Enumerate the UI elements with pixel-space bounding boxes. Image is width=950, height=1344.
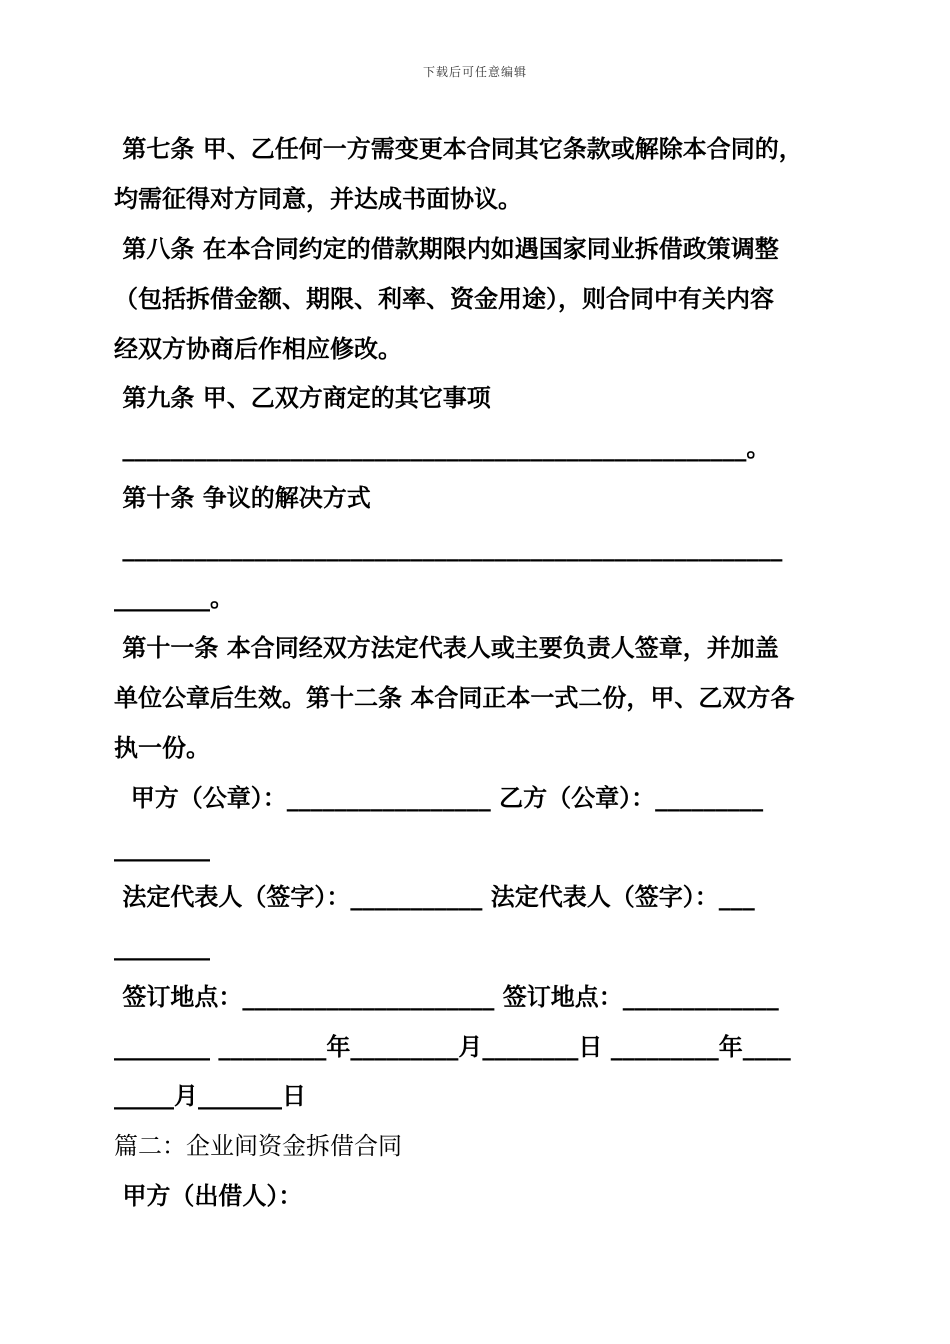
clause-8-line-3: 经双方协商后作相应修改。: [114, 334, 402, 363]
page-header-note: 下载后可任意编辑: [422, 65, 527, 79]
clause-11-12-line-2: 单位公章后生效。第十二条 本合同正本一式二份，甲、乙双方各: [114, 683, 795, 712]
clause-7-line-1: 第七条 甲、乙任何一方需变更本合同其它条款或解除本合同的，: [114, 134, 803, 163]
party-seal-line: 甲方（公章）：_________________ 乙方（公章）：_________: [114, 783, 764, 812]
signing-place-line: 签订地点：_____________________ 签订地点：_____________: [114, 982, 779, 1011]
clause-11-line-1: 第十一条 本合同经双方法定代表人或主要负责人签章，并加盖: [114, 633, 779, 662]
party-a-lender-label: 甲方（出借人）：: [114, 1181, 303, 1210]
clause-8-line-2: （包括拆借金额、期限、利率、资金用途），则合同中有关内容: [114, 284, 774, 313]
legal-representative-line-continued: ________: [114, 932, 210, 961]
clause-10-title: 第十条 争议的解决方式: [114, 483, 371, 512]
legal-representative-line: 法定代表人（签字）：___________ 法定代表人（签字）：___: [114, 882, 755, 911]
section-two-title: 篇二：企业间资金拆借合同: [114, 1132, 402, 1160]
clause-8-line-1: 第八条 在本合同约定的借款期限内如遇国家同业拆借政策调整: [114, 234, 779, 263]
clause-9-title: 第九条 甲、乙双方商定的其它事项: [114, 383, 491, 412]
clause-9-blank: ____________________________________________________。: [114, 433, 771, 462]
clause-10-blank-line-1: _______________________________________________________: [114, 533, 783, 562]
signing-date-line: ________ _________年_________月________日 _________年____: [114, 1032, 791, 1061]
clause-12-line-3: 执一份。: [114, 733, 210, 762]
clause-7-line-2: 均需征得对方同意，并达成书面协议。: [114, 184, 522, 213]
clause-10-blank-line-2: ________。: [114, 583, 234, 612]
party-seal-line-continued: ________: [114, 833, 210, 862]
signing-date-line-continued: _____月_______日: [114, 1081, 306, 1110]
